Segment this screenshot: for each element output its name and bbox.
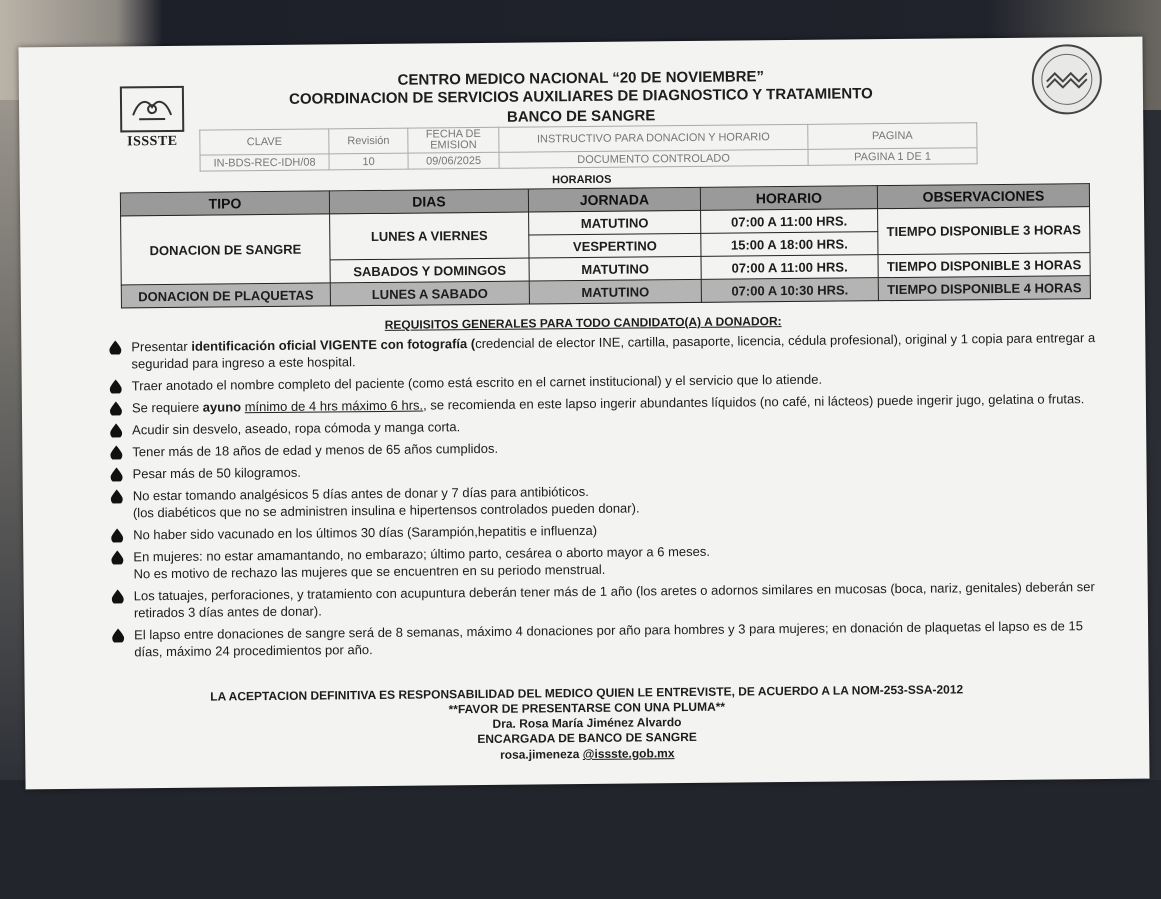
observacion-1: TIEMPO DISPONIBLE 3 HORAS [878,207,1090,255]
req-text: Se requiere [131,399,203,416]
drop-bullet-icon [112,628,124,642]
dias-lunes-viernes: LUNES A VIERNES [330,212,529,260]
observacion-2: TIEMPO DISPONIBLE 3 HORAS [878,253,1090,278]
department-name: COORDINACION DE SERVICIOS AUXILIARES DE DIAGNOSTICO Y TRATAMIENTO [289,85,873,108]
fecha-value: 09/06/2025 [408,152,499,169]
email-user: rosa.jimeneza [499,747,583,762]
header-horario: HORARIO [700,186,877,211]
logo-text: ISSSTE [127,133,178,150]
header-dias: DIAS [329,189,528,214]
document-title: INSTRUCTIVO PARA DONACION Y HORARIO [499,124,808,152]
tipo-plaquetas: DONACION DE PLAQUETAS [121,283,330,308]
requirements-title: REQUISITOS GENERALES PARA TODO CANDIDATO(A) A DONADOR: [384,314,782,332]
tipo-sangre: DONACION DE SANGRE [121,214,331,285]
revision-value: 10 [329,153,408,170]
req-text: Traer anotado el nombre completo del paciente (como está escrito en el carnet institucional) y el servicio que lo atiende. [131,371,823,394]
list-item [111,539,1101,583]
background-dark-fabric-bottom [0,780,1161,899]
horario-3: 07:00 A 11:00 HRS. [701,255,878,280]
req-text: En mujeres: no estar amamantando, no embarazo; último parto, cesárea o aborto mayor a 6 meses. [133,543,711,565]
dias-lunes-sabado: LUNES A SABADO [330,281,529,306]
req-text: Los tatuajes, perforaciones, y tratamiento con acupuntura deberán tener más de 1 año (los aretes o adornos similares en mucosas (boca, nariz, genitales) deberán ser retirados 3 días antes de donar). [133,579,1095,621]
horario-2: 15:00 A 18:00 HRS. [701,232,878,257]
list-item [111,478,1101,522]
schedule-title: HORARIOS [552,173,612,187]
header-observaciones: OBSERVACIONES [877,184,1089,209]
drop-bullet-icon [110,423,122,437]
horario-1: 07:00 A 11:00 HRS. [701,209,878,234]
revision-label: Revisión [329,128,408,154]
drop-bullet-icon [110,445,122,459]
req-text: Pesar más de 50 kilogramos. [132,464,301,482]
hospital-name: CENTRO MEDICO NACIONAL “20 DE NOVIEMBRE” [397,68,765,89]
pen-note: **FAVOR DE PRESENTARSE CON UNA PLUMA** [448,699,726,717]
list-item [112,617,1102,661]
req-text: credencial de elector INE, cartilla, pasaporte, licencia, cédula profesional), original y 1 copia para entregar a seguridad para ingreso a este hospital. [131,330,1096,372]
req-text: No haber sido vacunado en los últimos 30 días (Sarampión,hepatitis e influenza) [133,522,598,543]
doctor-role: ENCARGADA DE BANCO DE SANGRE [477,729,697,747]
acceptance-note: LA ACEPTACION DEFINITIVA ES RESPONSABILIDAD DEL MEDICO QUIEN LE ENTREVISTE, DE ACUERDO A LA NOM-253-SSA-2012 [210,682,964,704]
drop-bullet-icon [110,379,122,393]
list-item [112,578,1102,622]
req-text: Tener más de 18 años de edad y menos de 65 años cumplidos. [132,440,499,460]
unit-name: BANCO DE SANGRE [506,107,656,126]
observacion-3: TIEMPO DISPONIBLE 4 HORAS [878,276,1090,301]
drop-bullet-icon [112,589,124,603]
jornada-matutino: MATUTINO [529,256,701,281]
doctor-name: Dra. Rosa María Jiménez Alvardo [492,715,682,731]
drop-bullet-icon [111,467,123,481]
drop-bullet-icon [111,489,123,503]
pagina-value: PAGINA 1 DE 1 [808,148,977,166]
req-text: , se recomienda en este lapso ingerir abundantes líquidos (no café, ni lácteos) puede ingerir jugo, gelatina o frutas. [423,391,1085,413]
email-domain: @issste.gob.mx [582,746,675,762]
req-emphasis: identificación oficial VIGENTE con fotografía ( [191,336,476,354]
header-jornada: JORNADA [528,187,700,212]
req-underlined: mínimo de 4 hrs máximo 6 hrs. [244,397,424,415]
req-text: Acudir sin desvelo, aseado, ropa cómoda y manga corta. [132,419,461,438]
jornada-matutino: MATUTINO [529,210,701,235]
requirements-list [109,329,1102,665]
fecha-label: FECHA DE EMISION [408,127,499,153]
req-text: No estar tomando analgésicos 5 días antes de donar y 7 días para antibióticos. [132,483,589,504]
clave-value: IN-BDS-REC-IDH/08 [200,154,329,171]
document-control-table [199,122,977,171]
drop-bullet-icon [111,550,123,564]
jornada-matutino: MATUTINO [529,279,701,304]
document-status: DOCUMENTO CONTROLADO [499,149,808,168]
req-emphasis: ayuno [202,399,242,415]
drop-bullet-icon [109,340,121,354]
horario-4: 07:00 A 10:30 HRS. [701,278,878,303]
req-text: El lapso entre donaciones de sangre será de 8 semanas, máximo 4 donaciones por año para hombres y 3 para mujeres; en donación de plaquetas el lapso es de 15 días, máximo 24 procedimientos por año. [134,618,1084,660]
clave-label: CLAVE [200,129,329,155]
pagina-label: PAGINA [808,123,977,150]
drop-bullet-icon [111,528,123,542]
drop-bullet-icon [110,401,122,415]
req-text: No es motivo de rechazo las mujeres que se encuentren en su periodo menstrual. [133,561,606,582]
document-sheet [18,37,1149,790]
dias-sabados-domingos: SABADOS Y DOMINGOS [330,258,529,283]
req-text: (los diabéticos que no se administren insulina e hipertensos controlados pueden donar). [132,500,640,521]
req-text: Presentar [131,338,192,355]
schedule-table [120,183,1091,308]
jornada-vespertino: VESPERTINO [529,233,701,258]
list-item [109,329,1099,373]
header-tipo: TIPO [120,191,329,216]
